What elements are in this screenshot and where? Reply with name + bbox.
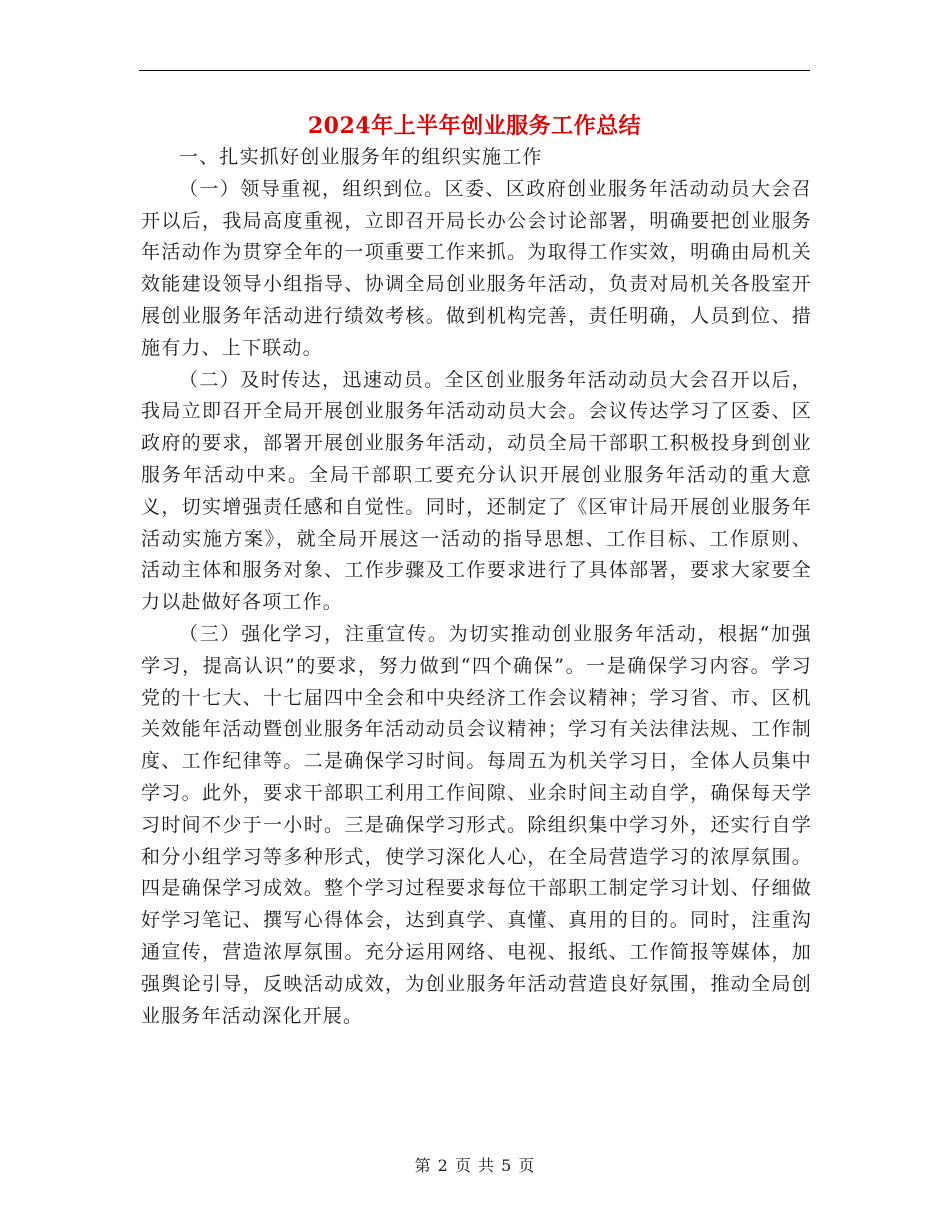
- header-rule: [139, 70, 810, 71]
- document-body: [141, 142, 812, 1032]
- page-number: 第 2 页 共 5 页: [414, 1156, 536, 1175]
- document-title: 2024年上半年创业服务工作总结: [307, 113, 642, 139]
- paragraph-leadership: （一）领导重视，组织到位。区委、区政府创业服务年活动动员大会召开以后，我局高度重视，立即召开局长办公会讨论部署，明确要把创业服务年活动作为贯穿全年的一项重要工作来抓。为取得工作实效，明确由局机关效能建设领导小组指导、协调全局创业服务年活动，负责对局机关各股室开展创业服务年活动进行绩效考核。做到机构完善，责任明确，人员到位、措施有力、上下联动。: [141, 177, 812, 359]
- paragraph-mobilization: （二）及时传达，迅速动员。全区创业服务年活动动员大会召开以后，我局立即召开全局开展创业服务年活动动员大会。会议传达学习了区委、区政府的要求，部署开展创业服务年活动，动员全局干部职工积极投身到创业服务年活动中来。全局干部职工要充分认识开展创业服务年活动的重大意义，切实增强责任感和自觉性。同时，还制定了《区审计局开展创业服务年活动实施方案》，就全局开展这一活动的指导思想、工作目标、工作原则、活动主体和服务对象、工作步骤及工作要求进行了具体部署，要求大家要全力以赴做好各项工作。: [141, 368, 812, 614]
- paragraph-study-publicity: （三）强化学习，注重宣传。为切实推动创业服务年活动，根据“加强学习，提高认识”的要求，努力做到“四个确保”。一是确保学习内容。学习党的十七大、十七届四中全会和中央经济工作会议精神；学习省、市、区机关效能年活动暨创业服务年活动动员会议精神；学习有关法律法规、工作制度、工作纪律等。二是确保学习时间。每周五为机关学习日，全体人员集中学习。此外，要求干部职工利用工作间隙、业余时间主动自学，确保每天学习时间不少于一小时。三是确保学习形式。除组织集中学习外，还实行自学和分小组学习等多种形式，使学习深化人心，在全局营造学习的浓厚氛围。四是确保学习成效。整个学习过程要求每位干部职工制定学习计划、仔细做好学习笔记、撰写心得体会，达到真学、真懂、真用的目的。同时，注重沟通宣传，营造浓厚氛围。充分运用网络、电视、报纸、工作简报等媒体，加强舆论引导，反映活动成效，为创业服务年活动营造良好氛围，推动全局创业服务年活动深化开展。: [141, 622, 812, 1027]
- section-heading: 一、扎实抓好创业服务年的组织实施工作: [179, 146, 543, 168]
